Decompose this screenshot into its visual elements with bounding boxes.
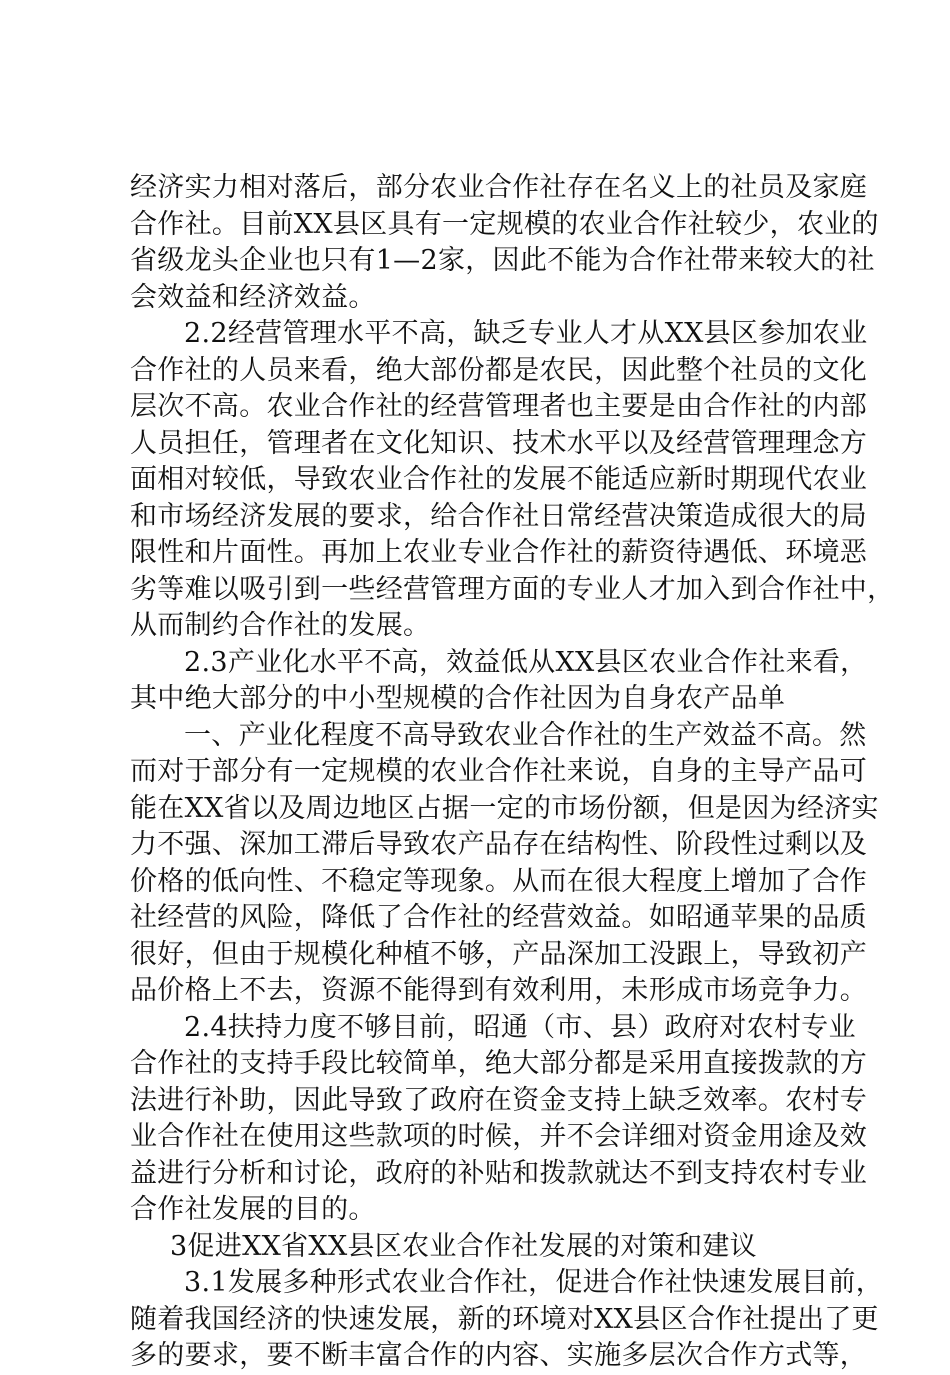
text-line: 一、产业化程度不高导致农业合作社的生产效益不高。然 xyxy=(184,719,867,751)
text-line: 多的要求，要不断丰富合作的内容、实施多层次合作方式等， xyxy=(130,1340,868,1371)
text-line: 合作社。目前XX县区具有一定规模的农业合作社较少，农业的 xyxy=(130,208,879,240)
text-line: 品价格上不去，资源不能得到有效利用，未形成市场竞争力。 xyxy=(130,975,868,1006)
section-heading-3: 3促进XX省XX县区农业合作社发展的对策和建议 xyxy=(170,1230,757,1262)
section-heading-3-1: 3.1发展多种形式农业合作社，促进合作社快速发展目前， xyxy=(184,1267,884,1298)
text-line: 而对于部分有一定规模的农业合作社来说，自身的主导产品可 xyxy=(130,756,868,787)
text-line: 合作社的人员来看，绝大部份都是农民，因此整个社员的文化 xyxy=(130,354,868,386)
text-line: 从而制约合作社的发展。 xyxy=(130,610,431,641)
text-line: 其中绝大部分的中小型规模的合作社因为自身农产品单 xyxy=(130,683,786,714)
text-line: 面相对较低，导致农业合作社的发展不能适应新时期现代农业 xyxy=(130,464,868,495)
text-line: 经济实力相对落后，部分农业合作社存在名义上的社员及家庭 xyxy=(130,172,868,203)
text-line: 省级龙头企业也只有1—2家，因此不能为合作社带来较大的社 xyxy=(130,245,875,276)
text-line: 益进行分析和讨论，政府的补贴和拨款就达不到支持农村专业 xyxy=(130,1157,868,1189)
text-line: 社经营的风险，降低了合作社的经营效益。如昭通苹果的品质 xyxy=(130,902,868,933)
section-heading-2-4: 2.4扶持力度不够目前，昭通（市、县）政府对农村专业 xyxy=(184,1011,856,1043)
text-line: 很好，但由于规模化种植不够，产品深加工没跟上，导致初产 xyxy=(130,938,868,970)
text-line: 劣等难以吸引到一些经营管理方面的专业人才加入到合作社中， xyxy=(130,573,895,605)
text-line: 法进行补助，因此导致了政府在资金支持上缺乏效率。农村专 xyxy=(130,1084,868,1116)
text-line: 合作社的支持手段比较简单，绝大部分都是采用直接拨款的方 xyxy=(130,1048,868,1079)
text-line: 层次不高。农业合作社的经营管理者也主要是由合作社的内部 xyxy=(130,391,868,422)
body-text xyxy=(130,170,895,1375)
section-heading-2-3: 2.3产业化水平不高，效益低从XX县区农业合作社来看， xyxy=(184,646,868,678)
text-line: 会效益和经济效益。 xyxy=(130,281,376,313)
text-line: 和市场经济发展的要求，给合作社日常经营决策造成很大的局 xyxy=(130,500,868,532)
text-line: 价格的低向性、不稳定等现象。从而在很大程度上增加了合作 xyxy=(130,865,868,897)
text-line: 业合作社在使用这些款项的时候，并不会详细对资金用途及效 xyxy=(130,1121,868,1152)
text-line: 随着我国经济的快速发展，新的环境对XX县区合作社提出了更 xyxy=(130,1303,879,1335)
text-line: 限性和片面性。再加上农业专业合作社的薪资待遇低、环境恶 xyxy=(130,537,868,568)
text-line: 人员担任，管理者在文化知识、技术水平以及经营管理理念方 xyxy=(130,427,868,459)
text-line: 能在XX省以及周边地区占据一定的市场份额，但是因为经济实 xyxy=(130,792,879,824)
text-line: 合作社发展的目的。 xyxy=(130,1194,376,1225)
section-heading-2-2: 2.2经营管理水平不高，缺乏专业人才从XX县区参加农业 xyxy=(184,318,868,349)
text-line: 力不强、深加工滞后导致农产品存在结构性、阶段性过剩以及 xyxy=(130,829,868,860)
